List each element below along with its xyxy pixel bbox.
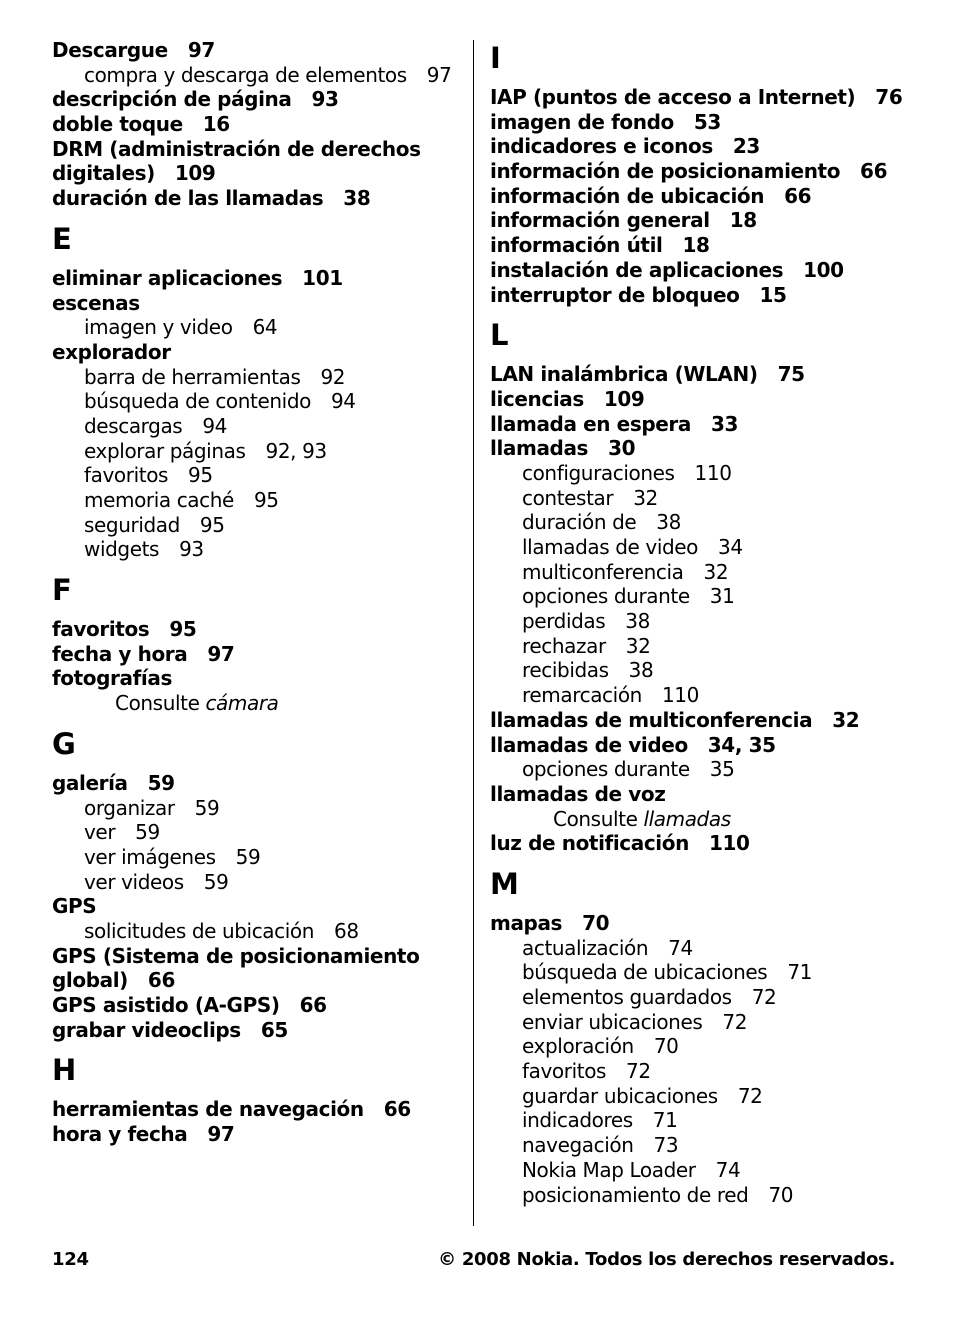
entry-term: LAN inalámbrica (WLAN) xyxy=(490,362,758,387)
entry-page-ref: 65 xyxy=(260,1017,288,1042)
entry-term: llamadas de video xyxy=(522,535,699,559)
entry-term: hora y fecha xyxy=(52,1122,188,1147)
index-entry xyxy=(490,831,890,856)
entry-term: recibidas xyxy=(522,658,609,683)
entry-term: luz de notificación xyxy=(490,831,689,856)
entry-page-ref: 109 xyxy=(603,386,645,411)
entry-page-ref: 97 xyxy=(207,641,235,666)
entry-page-ref: 110 xyxy=(708,831,750,856)
index-entry xyxy=(490,208,890,233)
index-subentry xyxy=(490,683,890,708)
entry-page-ref: 92, 93 xyxy=(265,438,327,463)
entry-page-ref: 38 xyxy=(625,609,650,634)
entry-term: ver imágenes xyxy=(84,844,216,869)
index-subentry xyxy=(490,1183,890,1208)
entry-term: remarcación xyxy=(522,683,642,708)
index-subentry xyxy=(490,960,890,985)
entry-page-ref: 66 xyxy=(147,968,175,993)
entry-term: navegación xyxy=(522,1133,634,1158)
entry-term: indicadores e iconos xyxy=(490,134,713,159)
index-subentry xyxy=(52,63,456,88)
index-entry xyxy=(52,161,456,186)
index-subentry xyxy=(490,584,890,609)
entry-page-ref: 72 xyxy=(751,985,777,1009)
entry-page-ref: 66 xyxy=(860,159,888,184)
entry-page-ref: 16 xyxy=(202,112,230,137)
entry-page-ref: 110 xyxy=(694,460,732,485)
index-entry xyxy=(52,617,456,642)
entry-page-ref: 95 xyxy=(199,512,225,537)
entry-term: fecha y hora xyxy=(52,641,188,666)
entry-term: Descargue xyxy=(52,38,168,62)
index-entry xyxy=(490,110,890,135)
entry-term: información de ubicación xyxy=(490,183,765,208)
index-entry xyxy=(490,283,890,308)
entry-page-ref: 66 xyxy=(299,993,327,1017)
index-subentry xyxy=(52,537,456,562)
index-subentry xyxy=(490,658,890,683)
entry-term: indicadores xyxy=(522,1108,633,1133)
index-entry xyxy=(490,436,890,461)
entry-page-ref: 32 xyxy=(625,633,651,658)
index-entry xyxy=(52,1097,456,1122)
entry-page-ref: 15 xyxy=(759,282,787,307)
entry-term: multiconferencia xyxy=(522,559,684,584)
index-entry xyxy=(52,993,456,1018)
entry-page-ref: 18 xyxy=(729,208,757,233)
index-subentry xyxy=(490,1010,890,1035)
index-entry xyxy=(52,38,456,63)
index-subentry xyxy=(490,1108,890,1133)
entry-term: favoritos xyxy=(52,617,150,642)
entry-page-ref: 34 xyxy=(718,535,743,559)
entry-term: ver videos xyxy=(84,869,184,894)
entry-page-ref: 73 xyxy=(653,1133,679,1158)
index-entry xyxy=(52,968,456,993)
index-entry xyxy=(52,894,456,919)
entry-page-ref: 110 xyxy=(661,683,699,708)
entry-term: global) xyxy=(52,968,128,993)
entry-term: información útil xyxy=(490,233,663,258)
entry-term: DRM (administración de derechos xyxy=(52,136,421,161)
index-subentry xyxy=(490,757,890,782)
entry-term: memoria caché xyxy=(84,488,234,512)
entry-page-ref: 34, 35 xyxy=(707,732,776,757)
entry-term: licencias xyxy=(490,386,584,411)
entry-page-ref: 101 xyxy=(302,265,343,290)
entry-term: Nokia Map Loader xyxy=(522,1157,696,1182)
index-subentry xyxy=(52,463,456,488)
entry-page-ref: 93 xyxy=(311,87,339,112)
entry-page-ref: 23 xyxy=(732,134,760,159)
copyright-notice: © 2008 Nokia. Todos los derechos reservados. xyxy=(438,1249,895,1270)
entry-page-ref: 59 xyxy=(147,770,175,795)
entry-term: posicionamiento de red xyxy=(522,1182,749,1207)
entry-page-ref: 72 xyxy=(737,1083,763,1108)
entry-page-ref: 70 xyxy=(768,1182,794,1207)
entry-term: instalación de aplicaciones xyxy=(490,257,784,282)
index-subentry xyxy=(490,560,890,585)
cross-reference xyxy=(490,807,890,832)
entry-term: duración de las llamadas xyxy=(52,186,324,211)
entry-term: favoritos xyxy=(522,1059,607,1084)
entry-page-ref: 31 xyxy=(709,584,735,609)
entry-term: información de posicionamiento xyxy=(490,159,841,184)
section-letter: I xyxy=(490,41,501,75)
entry-term: mapas xyxy=(490,910,563,935)
index-entry xyxy=(52,1122,456,1147)
entry-page-ref: 72 xyxy=(626,1059,651,1084)
section-letter: H xyxy=(52,1053,77,1088)
entry-term: explorar páginas xyxy=(84,438,246,463)
section-letter: F xyxy=(52,573,72,608)
index-entry xyxy=(52,186,456,211)
index-subentry xyxy=(490,1158,890,1183)
entry-term: explorador xyxy=(52,339,171,364)
entry-page-ref: 30 xyxy=(608,436,636,461)
entry-page-ref: 97 xyxy=(207,1122,235,1147)
entry-page-ref: 32 xyxy=(703,559,729,584)
entry-term: compra y descarga de elementos xyxy=(84,62,407,87)
index-entry xyxy=(490,387,890,412)
entry-term: rechazar xyxy=(522,633,606,658)
entry-term: configuraciones xyxy=(522,460,675,485)
section-letter: M xyxy=(490,866,519,901)
entry-page-ref: 94 xyxy=(330,389,356,414)
entry-page-ref: 66 xyxy=(784,183,812,208)
entry-term: interruptor de bloqueo xyxy=(490,282,740,307)
entry-page-ref: 95 xyxy=(253,488,279,512)
index-subentry xyxy=(490,1059,890,1084)
entry-term: imagen de fondo xyxy=(490,109,674,134)
entry-term: GPS xyxy=(52,894,97,919)
entry-page-ref: 18 xyxy=(682,233,710,258)
entry-term: galería xyxy=(52,770,128,795)
entry-term: actualización xyxy=(522,935,649,960)
index-subentry xyxy=(52,488,456,513)
index-entry xyxy=(52,944,456,969)
entry-term: llamadas de video xyxy=(490,732,688,757)
entry-term: GPS asistido (A-GPS) xyxy=(52,993,280,1017)
index-entry xyxy=(52,87,456,112)
entry-page-ref: 38 xyxy=(628,658,654,683)
entry-term: widgets xyxy=(84,537,160,562)
index-subentry xyxy=(52,365,456,390)
entry-term: eliminar aplicaciones xyxy=(52,265,283,290)
entry-term: digitales) xyxy=(52,161,155,186)
entry-term: favoritos xyxy=(84,463,169,488)
entry-page-ref: 71 xyxy=(787,960,812,985)
entry-page-ref: 66 xyxy=(383,1097,411,1122)
entry-term: llamadas xyxy=(490,436,589,461)
see-label: Consulte xyxy=(115,691,200,716)
section-letter: L xyxy=(490,318,509,353)
index-subentry xyxy=(52,919,456,944)
index-subentry xyxy=(490,486,890,511)
index-entry xyxy=(490,233,890,258)
entry-term: seguridad xyxy=(84,512,180,537)
entry-page-ref: 95 xyxy=(188,463,213,488)
index-subentry xyxy=(490,535,890,560)
index-entry xyxy=(490,782,890,807)
entry-page-ref: 53 xyxy=(693,109,721,134)
index-entry xyxy=(52,137,456,162)
index-entry xyxy=(52,266,456,291)
index-entry xyxy=(52,771,456,796)
entry-term: doble toque xyxy=(52,112,183,137)
see-reference: llamadas xyxy=(643,806,731,831)
entry-term: GPS (Sistema de posicionamiento xyxy=(52,943,420,968)
entry-term: escenas xyxy=(52,290,140,315)
entry-page-ref: 97 xyxy=(426,62,452,87)
entry-term: llamada en espera xyxy=(490,411,691,436)
entry-page-ref: 97 xyxy=(187,38,215,62)
entry-term: IAP (puntos de acceso a Internet) xyxy=(490,85,856,109)
entry-page-ref: 59 xyxy=(135,820,160,845)
index-subentry xyxy=(490,936,890,961)
entry-page-ref: 35 xyxy=(709,757,735,782)
index-entry xyxy=(490,733,890,758)
entry-term: búsqueda de contenido xyxy=(84,389,311,414)
index-subentry xyxy=(490,634,890,659)
index-entry xyxy=(52,291,456,316)
entry-term: descargas xyxy=(84,413,183,438)
index-entry xyxy=(52,1018,456,1043)
index-column-right xyxy=(490,38,903,1207)
entry-term: imagen y video xyxy=(84,315,233,340)
entry-page-ref: 74 xyxy=(715,1157,741,1182)
index-entry xyxy=(490,258,890,283)
entry-term: llamadas de multiconferencia xyxy=(490,707,813,732)
section-letter: G xyxy=(52,726,76,761)
see-label: Consulte xyxy=(553,806,638,831)
entry-term: llamadas de voz xyxy=(490,781,666,806)
entry-term: solicitudes de ubicación xyxy=(84,918,315,943)
index-entry xyxy=(52,112,456,137)
entry-term: guardar ubicaciones xyxy=(522,1083,718,1108)
index-subentry xyxy=(52,870,456,895)
entry-page-ref: 109 xyxy=(174,161,216,186)
index-subentry xyxy=(52,439,456,464)
index-subentry xyxy=(490,461,890,486)
entry-term: opciones durante xyxy=(522,757,690,782)
index-subentry xyxy=(490,1133,890,1158)
entry-page-ref: 76 xyxy=(875,85,903,109)
column-divider xyxy=(473,40,474,1226)
index-entry xyxy=(52,340,456,365)
entry-term: grabar videoclips xyxy=(52,1017,241,1042)
entry-page-ref: 59 xyxy=(194,795,220,820)
entry-term: fotografías xyxy=(52,666,172,691)
index-subentry xyxy=(52,820,456,845)
see-reference: cámara xyxy=(205,691,279,716)
index-entry xyxy=(490,85,903,110)
entry-page-ref: 71 xyxy=(652,1108,678,1133)
index-entry xyxy=(490,184,890,209)
entry-page-ref: 32 xyxy=(832,707,860,732)
index-entry xyxy=(490,362,890,387)
entry-page-ref: 94 xyxy=(202,413,227,438)
entry-term: elementos guardados xyxy=(522,985,732,1009)
entry-page-ref: 70 xyxy=(582,910,610,935)
entry-term: enviar ubicaciones xyxy=(522,1009,703,1034)
entry-page-ref: 68 xyxy=(334,918,359,943)
index-column-left xyxy=(52,38,456,1147)
index-subentry xyxy=(490,985,890,1010)
index-entry xyxy=(52,642,456,667)
entry-page-ref: 74 xyxy=(668,935,693,960)
entry-page-ref: 72 xyxy=(722,1009,748,1034)
index-subentry xyxy=(52,796,456,821)
entry-page-ref: 95 xyxy=(169,617,197,642)
index-entry xyxy=(490,911,890,936)
entry-term: duración de xyxy=(522,510,637,535)
entry-page-ref: 38 xyxy=(343,186,371,211)
page-number: 124 xyxy=(52,1249,89,1270)
index-subentry xyxy=(490,1084,890,1109)
entry-page-ref: 93 xyxy=(179,537,204,562)
entry-page-ref: 33 xyxy=(711,411,739,436)
entry-term: organizar xyxy=(84,795,175,820)
entry-page-ref: 64 xyxy=(252,315,278,340)
entry-page-ref: 32 xyxy=(633,485,658,510)
section-letter: E xyxy=(52,221,72,256)
index-subentry xyxy=(52,315,456,340)
index-entry xyxy=(490,412,890,437)
index-entry xyxy=(490,708,890,733)
index-subentry xyxy=(490,510,890,535)
index-entry xyxy=(52,666,456,691)
entry-term: contestar xyxy=(522,485,614,510)
entry-term: ver xyxy=(84,820,116,845)
index-subentry xyxy=(52,845,456,870)
entry-page-ref: 75 xyxy=(777,362,805,387)
cross-reference xyxy=(52,691,456,716)
entry-page-ref: 59 xyxy=(203,869,229,894)
entry-term: exploración xyxy=(522,1034,634,1059)
index-subentry xyxy=(52,414,456,439)
index-subentry xyxy=(52,389,456,414)
entry-page-ref: 38 xyxy=(656,510,681,535)
entry-page-ref: 70 xyxy=(653,1034,679,1059)
entry-page-ref: 59 xyxy=(235,844,261,869)
entry-term: búsqueda de ubicaciones xyxy=(522,960,768,985)
index-subentry xyxy=(52,513,456,538)
entry-term: descripción de página xyxy=(52,87,292,112)
index-entry xyxy=(490,159,890,184)
entry-term: opciones durante xyxy=(522,584,690,609)
entry-term: herramientas de navegación xyxy=(52,1097,364,1122)
index-subentry xyxy=(490,609,890,634)
entry-term: barra de herramientas xyxy=(84,364,301,389)
entry-page-ref: 100 xyxy=(803,257,844,282)
index-subentry xyxy=(490,1034,890,1059)
entry-term: perdidas xyxy=(522,609,606,634)
entry-term: información general xyxy=(490,208,710,233)
index-entry xyxy=(490,134,890,159)
entry-page-ref: 92 xyxy=(320,364,346,389)
